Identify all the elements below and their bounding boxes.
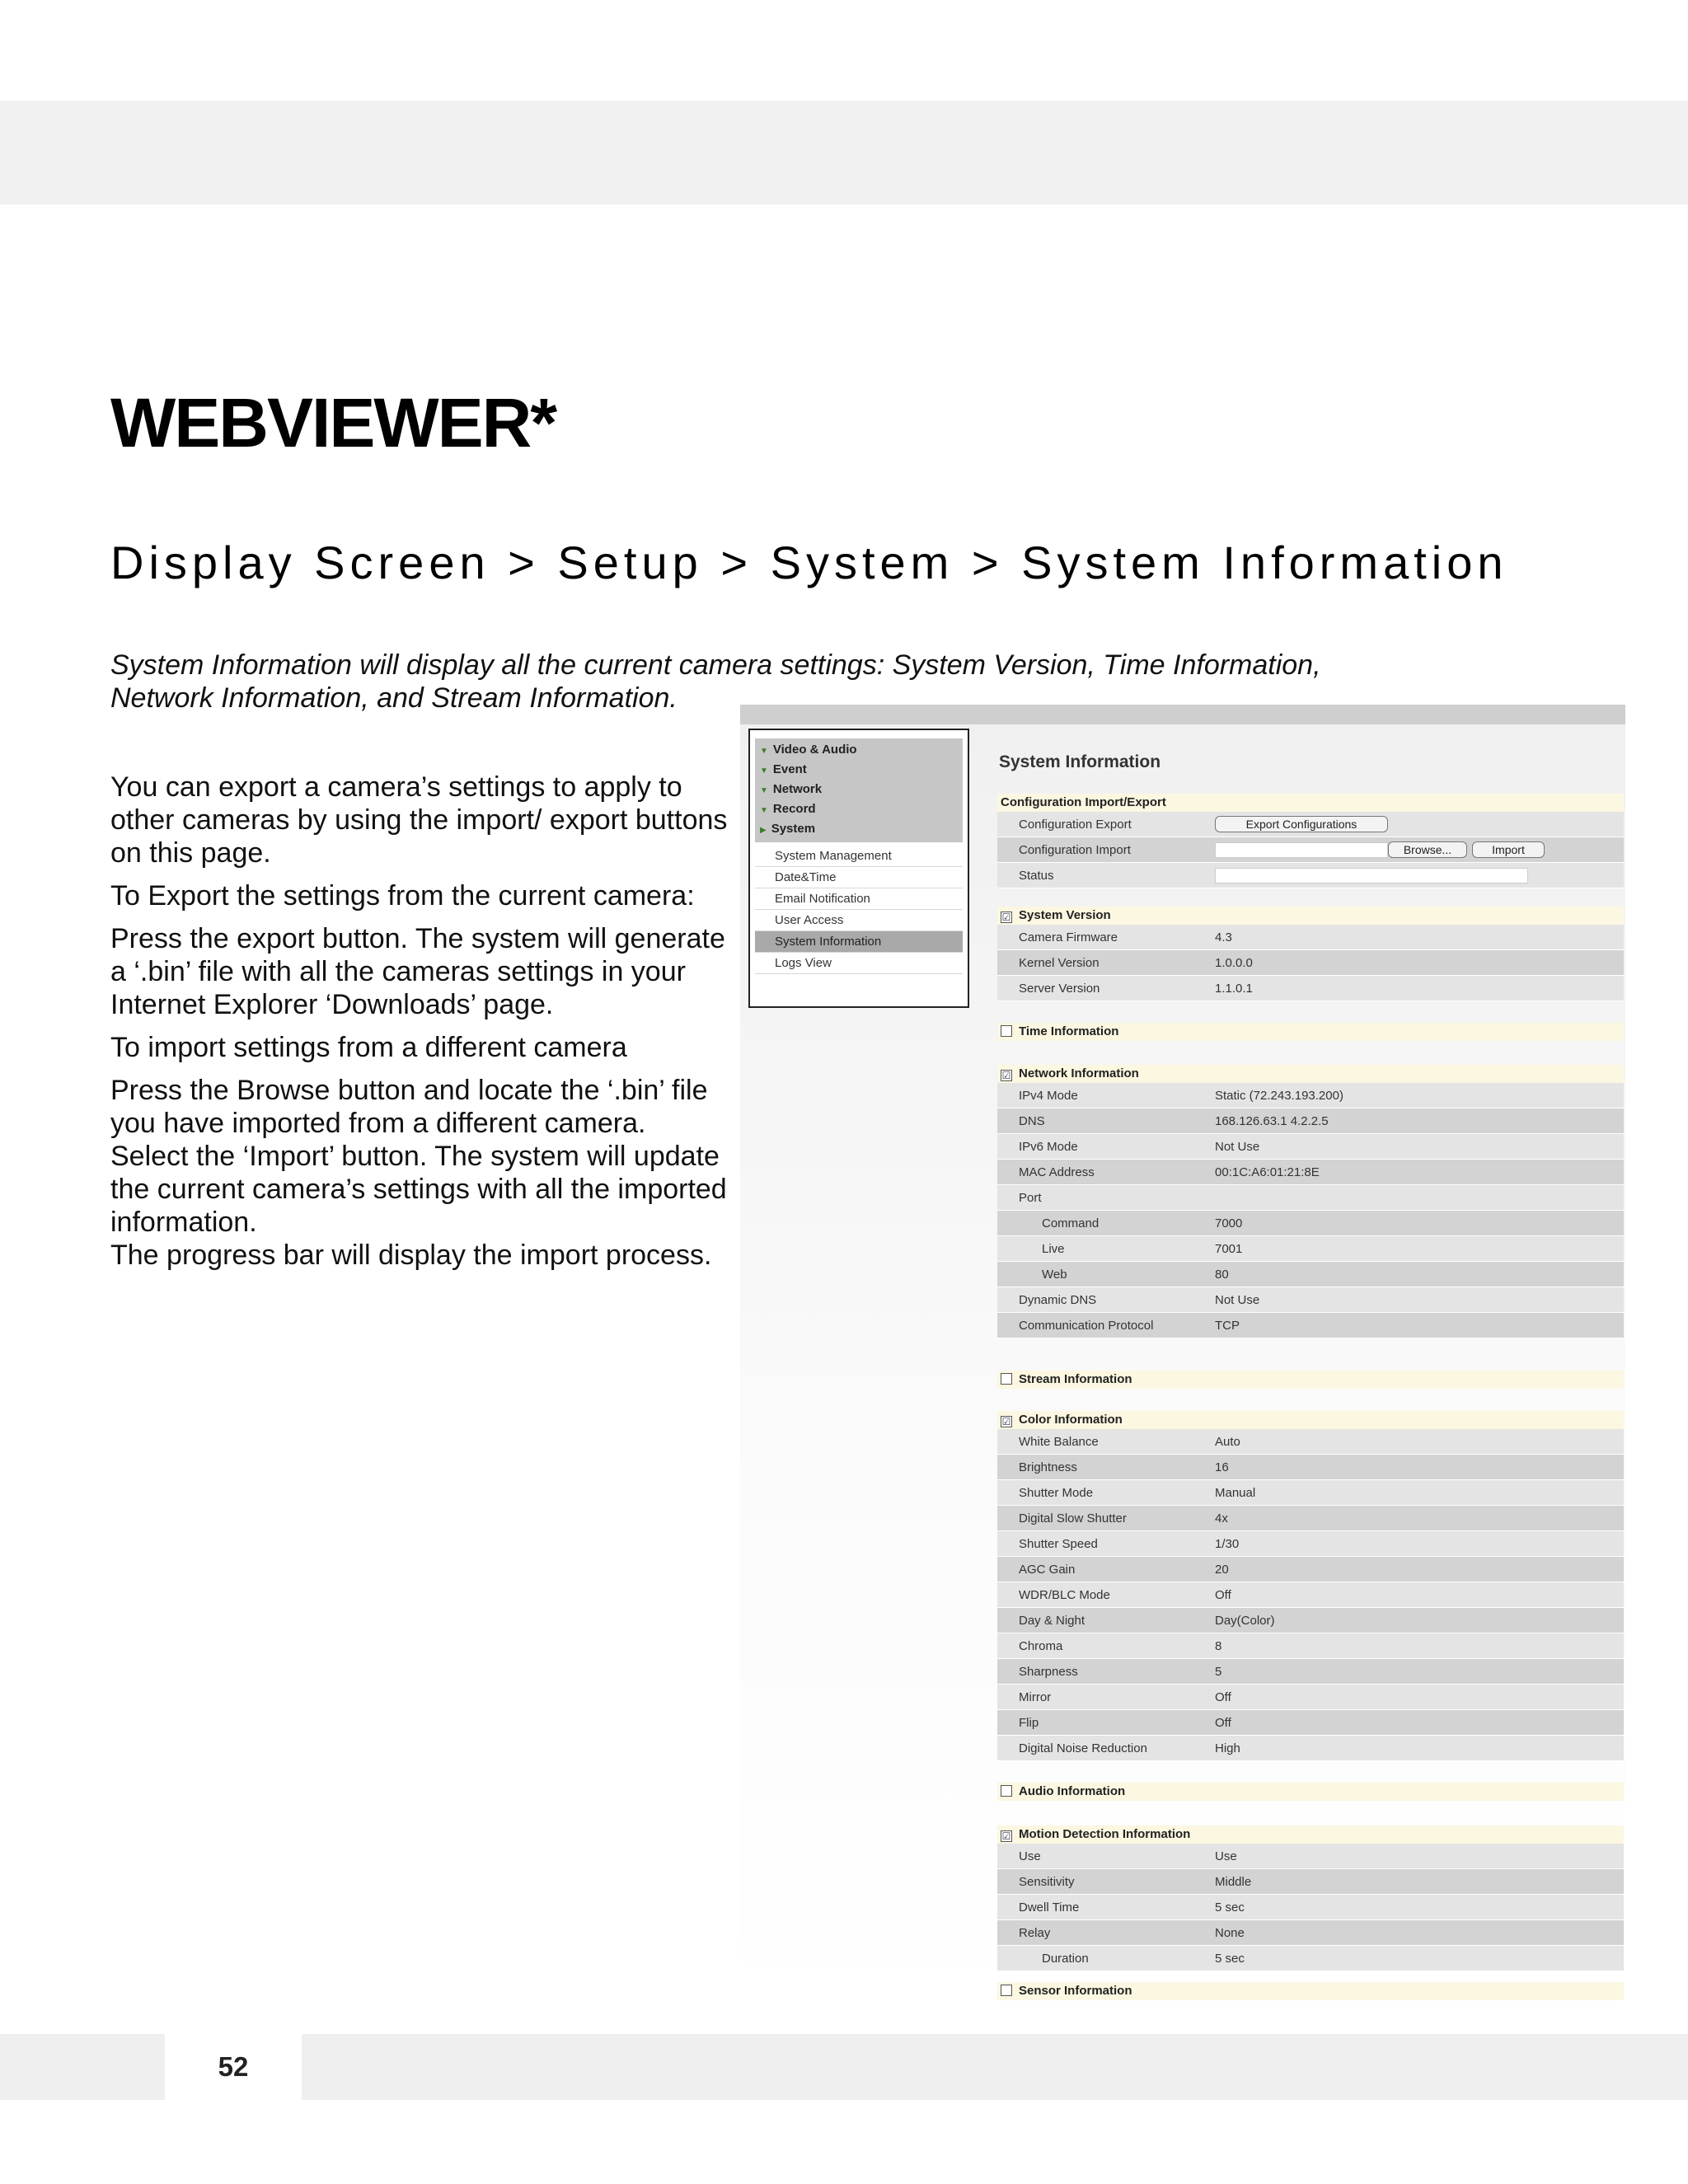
row-label: Command	[1042, 1216, 1100, 1230]
checkbox[interactable]	[1001, 1785, 1012, 1797]
table-row	[997, 1633, 1624, 1659]
menu-item-logs-view[interactable]: Logs View	[755, 953, 963, 974]
config-import-row	[997, 837, 1624, 863]
section-label: Color Information	[1019, 1413, 1123, 1427]
menu-item-email-notification[interactable]: Email Notification	[755, 888, 963, 910]
row-label: Chroma	[1019, 1639, 1063, 1653]
row-label: Use	[1019, 1849, 1041, 1863]
section-system-version-header	[997, 907, 1624, 925]
row-value: TCP	[1215, 1319, 1240, 1333]
section-label: Configuration Import/Export	[1001, 795, 1166, 809]
row-value: 5	[1215, 1665, 1222, 1679]
table-row	[997, 1262, 1624, 1287]
section-config-header	[997, 794, 1624, 812]
row-label: Day & Night	[1019, 1614, 1085, 1628]
config-export-row	[997, 812, 1624, 837]
row-value: Manual	[1215, 1486, 1256, 1500]
checkbox[interactable]	[1001, 1025, 1012, 1037]
breadcrumb: Display Screen > Setup > System > System Information	[110, 537, 1508, 588]
table-row	[997, 1313, 1624, 1338]
section-label: Sensor Information	[1019, 1984, 1132, 1998]
table-row	[997, 1582, 1624, 1608]
menu-group-label: Video & Audio	[772, 743, 857, 757]
row-value: Day(Color)	[1215, 1614, 1275, 1628]
row-label: Shutter Mode	[1019, 1486, 1094, 1500]
checkbox[interactable]	[1001, 1985, 1012, 1996]
table-row	[997, 1134, 1624, 1160]
table-row	[997, 1659, 1624, 1685]
row-value: Not Use	[1215, 1140, 1260, 1154]
section-time-header	[997, 1023, 1624, 1041]
webviewer-screenshot	[740, 705, 1625, 2007]
row-value: Off	[1215, 1716, 1231, 1730]
row-label: Status	[1019, 869, 1054, 883]
table-row	[997, 1946, 1624, 1971]
row-value: 1.1.0.1	[1215, 982, 1253, 996]
row-label: Web	[1042, 1268, 1067, 1282]
row-value: 7000	[1215, 1216, 1243, 1230]
row-label: Configuration Export	[1019, 818, 1132, 832]
row-value: 8	[1215, 1639, 1222, 1653]
row-value: 16	[1215, 1460, 1229, 1474]
row-value: 5 sec	[1215, 1900, 1245, 1915]
row-label: WDR/BLC Mode	[1019, 1588, 1110, 1602]
row-value: None	[1215, 1926, 1245, 1940]
section-label: System Version	[1019, 908, 1111, 922]
row-label: Sharpness	[1019, 1665, 1078, 1679]
caret-down-icon: ▼	[760, 806, 768, 815]
row-label: Kernel Version	[1019, 956, 1100, 970]
import-file-field[interactable]	[1215, 842, 1388, 858]
table-row	[997, 1287, 1624, 1313]
menu-group-event[interactable]	[755, 760, 963, 780]
instructions	[110, 771, 729, 1282]
row-label: Port	[1019, 1191, 1042, 1205]
row-value: 00:1C:A6:01:21:8E	[1215, 1165, 1320, 1179]
row-label: DNS	[1019, 1114, 1045, 1128]
section-motion-header	[997, 1825, 1624, 1844]
row-value: High	[1215, 1741, 1240, 1755]
table-row	[997, 1920, 1624, 1946]
row-value: 5 sec	[1215, 1952, 1245, 1966]
menu-group-label: Network	[772, 782, 823, 796]
table-row	[997, 1710, 1624, 1736]
menu-item-user-access[interactable]: User Access	[755, 910, 963, 931]
section-audio-header	[997, 1783, 1624, 1801]
system-submenu	[755, 846, 963, 974]
page-title: WEBVIEWER*	[110, 384, 556, 462]
caret-right-icon: ▶	[760, 826, 767, 835]
section-label: Stream Information	[1019, 1372, 1132, 1386]
system-version-rows	[997, 925, 1624, 1001]
checkbox[interactable]: ☑	[1001, 912, 1011, 923]
row-label: Sensitivity	[1019, 1875, 1075, 1889]
row-value: 7001	[1215, 1242, 1243, 1256]
row-value: Not Use	[1215, 1293, 1260, 1307]
section-label: Time Information	[1019, 1024, 1119, 1038]
table-row	[997, 950, 1624, 976]
table-row	[997, 976, 1624, 1001]
color-rows	[997, 1429, 1624, 1761]
row-label: Dwell Time	[1019, 1900, 1080, 1915]
row-label: Dynamic DNS	[1019, 1293, 1097, 1307]
setup-menu	[748, 729, 969, 1008]
row-value: Use	[1215, 1849, 1237, 1863]
row-value: Auto	[1215, 1435, 1240, 1449]
page-number: 52	[218, 2051, 249, 2082]
row-label: Camera Firmware	[1019, 930, 1118, 944]
row-label: Brightness	[1019, 1460, 1077, 1474]
row-value: 80	[1215, 1268, 1229, 1282]
browse-button[interactable]: Browse...	[1388, 841, 1467, 858]
table-row	[997, 1480, 1624, 1506]
checkbox[interactable]: ☑	[1001, 1416, 1011, 1427]
row-value: 20	[1215, 1563, 1229, 1577]
screenshot-top-bar	[740, 705, 1625, 724]
table-row	[997, 1211, 1624, 1236]
row-label: Mirror	[1019, 1690, 1052, 1704]
paragraph: The progress bar will display the import process.	[110, 1240, 712, 1271]
paragraph: Press the Browse button and locate the ‘.bin’ file you have imported from a different camera. Select the ‘Import’ button. The system will update the current camera’s settings with all the imported information.	[110, 1075, 727, 1238]
table-row	[997, 1608, 1624, 1633]
row-value: Off	[1215, 1588, 1231, 1602]
section-network-header	[997, 1065, 1624, 1083]
table-row	[997, 1557, 1624, 1582]
row-label: Communication Protocol	[1019, 1319, 1154, 1333]
section-label: Motion Detection Information	[1019, 1827, 1191, 1841]
row-label: Digital Slow Shutter	[1019, 1511, 1127, 1526]
network-rows	[997, 1083, 1624, 1338]
motion-rows	[997, 1844, 1624, 1971]
section-label: Network Information	[1019, 1066, 1139, 1080]
row-label: Live	[1042, 1242, 1065, 1256]
row-value: Off	[1215, 1690, 1231, 1704]
table-row	[997, 1895, 1624, 1920]
menu-group-label: System	[771, 822, 816, 836]
row-value: 4x	[1215, 1511, 1228, 1526]
import-button[interactable]: Import	[1472, 841, 1545, 858]
row-label: IPv4 Mode	[1019, 1089, 1078, 1103]
table-row	[997, 1844, 1624, 1869]
row-label: Digital Noise Reduction	[1019, 1741, 1147, 1755]
checkbox[interactable]: ☑	[1001, 1070, 1011, 1081]
menu-groups	[755, 738, 963, 842]
menu-group-video-audio[interactable]	[755, 740, 963, 760]
row-label: White Balance	[1019, 1435, 1099, 1449]
intro-text: System Information will display all the current camera settings: System Version, Time Information, Network Information, and Stream Information.	[110, 649, 1321, 714]
row-label: Server Version	[1019, 982, 1100, 996]
paragraph: Press the export button. The system will generate a ‘.bin’ file with all the cameras settings in your Internet Explorer ‘Downloads’ page.	[110, 923, 725, 1020]
table-row	[997, 1429, 1624, 1455]
row-value: 4.3	[1215, 930, 1232, 944]
table-row	[997, 1736, 1624, 1761]
paragraph: To import settings from a different camera	[110, 1032, 627, 1063]
row-value: 1/30	[1215, 1537, 1240, 1551]
menu-group-label: Event	[772, 762, 807, 776]
config-status-row	[997, 863, 1624, 888]
paragraph: You can export a camera’s settings to apply to other cameras by using the import/ export buttons on this page.	[110, 771, 728, 869]
checkbox[interactable]	[1001, 1373, 1012, 1385]
panel-title: System Information	[999, 752, 1161, 771]
paragraph: To Export the settings from the current camera:	[110, 880, 695, 912]
row-label: MAC Address	[1019, 1165, 1095, 1179]
table-row	[997, 1531, 1624, 1557]
table-row	[997, 1869, 1624, 1895]
table-row	[997, 1108, 1624, 1134]
export-configurations-button[interactable]: Export Configurations	[1215, 816, 1388, 832]
checkbox[interactable]: ☑	[1001, 1830, 1011, 1842]
row-value: 168.126.63.1 4.2.2.5	[1215, 1114, 1329, 1128]
table-row	[997, 1506, 1624, 1531]
table-row	[997, 1685, 1624, 1710]
status-progress-field	[1215, 868, 1528, 883]
table-row	[997, 1160, 1624, 1185]
row-label: Relay	[1019, 1926, 1051, 1940]
menu-item-system-management[interactable]: System Management	[755, 846, 963, 867]
header-band	[0, 101, 1688, 204]
row-label: Shutter Speed	[1019, 1537, 1098, 1551]
row-value: Static (72.243.193.200)	[1215, 1089, 1343, 1103]
table-row	[997, 1455, 1624, 1480]
menu-group-record[interactable]	[755, 799, 963, 819]
table-row	[997, 1083, 1624, 1108]
table-row	[997, 1185, 1624, 1211]
caret-down-icon: ▼	[760, 766, 768, 776]
row-label: Flip	[1019, 1716, 1039, 1730]
caret-down-icon: ▼	[760, 747, 768, 756]
row-label: Configuration Import	[1019, 843, 1131, 857]
section-color-header	[997, 1411, 1624, 1429]
row-value: 1.0.0.0	[1215, 956, 1253, 970]
table-row	[997, 925, 1624, 950]
config-rows	[997, 812, 1624, 888]
section-sensor-header	[997, 1982, 1624, 2000]
caret-down-icon: ▼	[760, 786, 768, 795]
section-stream-header	[997, 1371, 1624, 1389]
menu-item-date-time[interactable]: Date&Time	[755, 867, 963, 888]
table-row	[997, 1236, 1624, 1262]
row-value: Middle	[1215, 1875, 1252, 1889]
menu-item-system-information[interactable]: System Information	[755, 931, 963, 953]
menu-group-system[interactable]	[755, 819, 963, 839]
row-label: AGC Gain	[1019, 1563, 1076, 1577]
row-label: IPv6 Mode	[1019, 1140, 1078, 1154]
section-label: Audio Information	[1019, 1784, 1126, 1798]
menu-group-network[interactable]	[755, 780, 963, 799]
menu-group-label: Record	[772, 802, 816, 816]
row-label: Duration	[1042, 1952, 1089, 1966]
